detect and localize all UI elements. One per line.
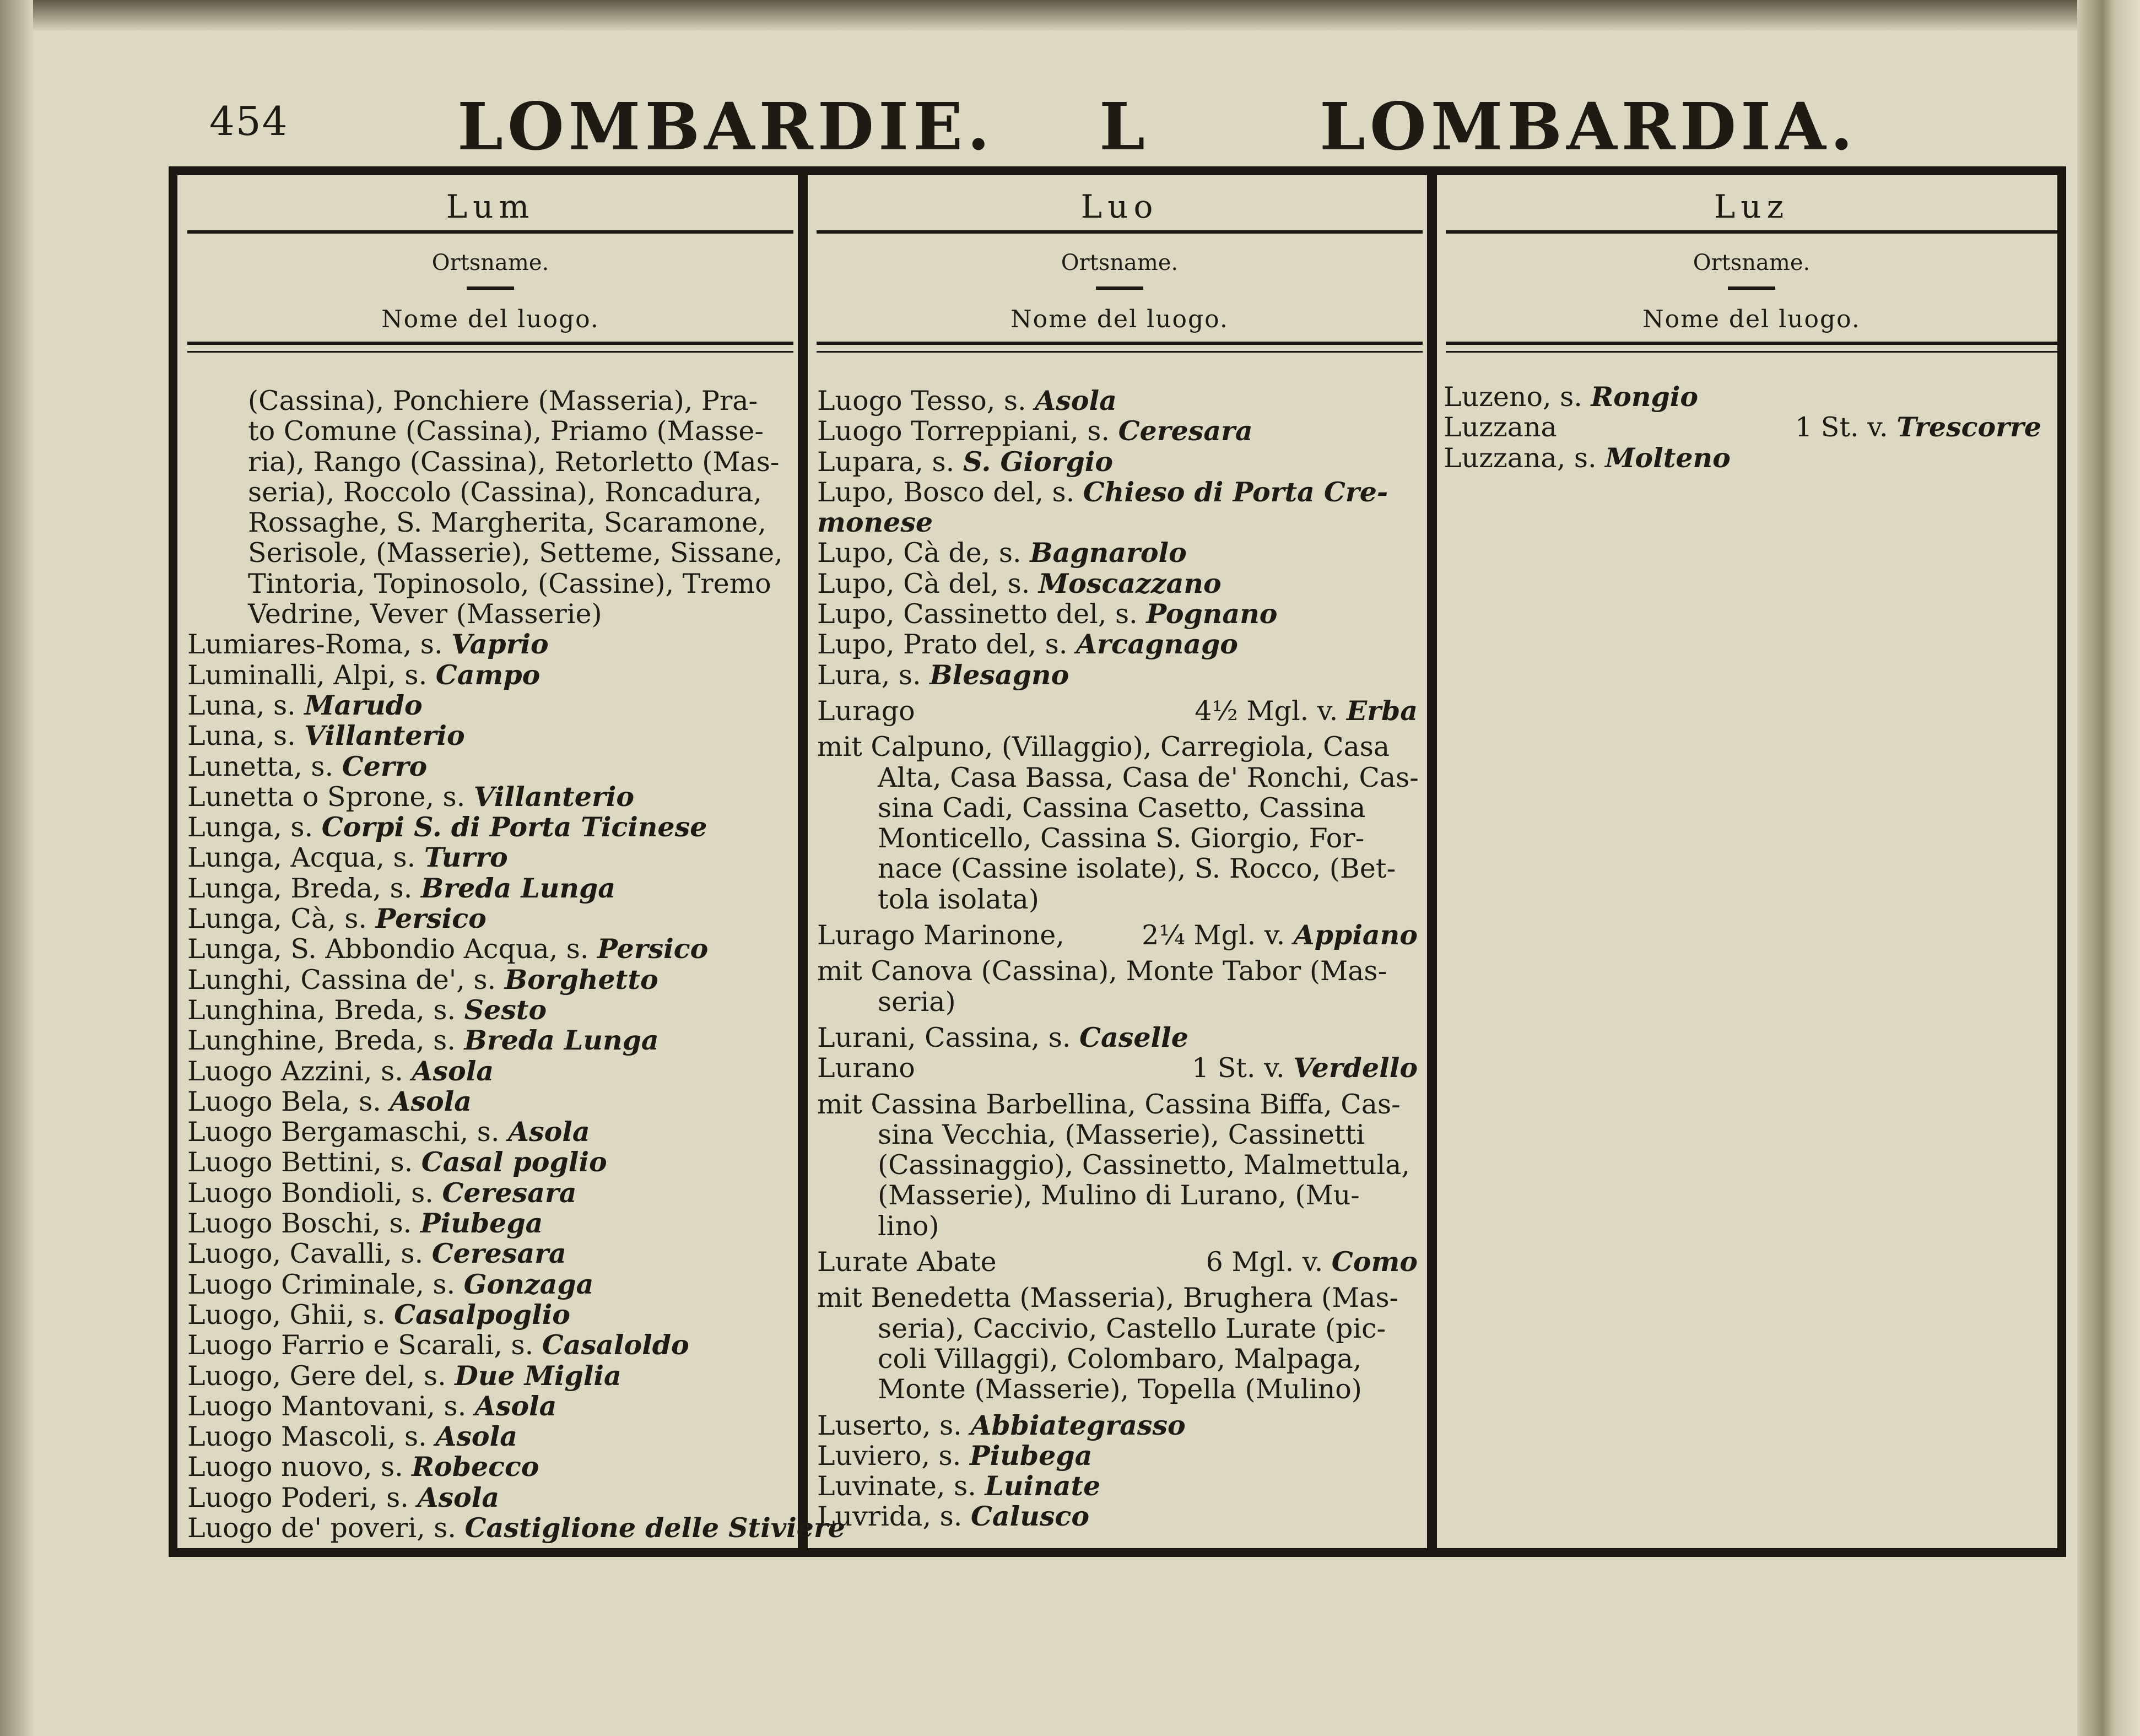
entry-parish: Marudo xyxy=(304,689,423,721)
entry-name: Luogo Bergamaschi, s. xyxy=(187,1116,508,1148)
gazetteer-entry xyxy=(817,447,1418,477)
gazetteer-entry xyxy=(817,1471,1418,1501)
gazetteer-entry xyxy=(817,884,1418,915)
entry-name: nace (Cassine isolate), S. Rocco, (Bet- xyxy=(878,853,1396,885)
entry-parish: Luinate xyxy=(985,1470,1101,1502)
entry-parish: Casalpoglio xyxy=(394,1298,570,1331)
entry-name: Luogo Boschi, s. xyxy=(187,1208,420,1240)
entry-name: seria), Caccivio, Castello Lurate (pic- xyxy=(878,1312,1386,1344)
entry-parish: Piubega xyxy=(969,1439,1093,1472)
gazetteer-entry xyxy=(817,386,1418,416)
entry-name: seria), Roccolo (Cassina), Roncadura, xyxy=(248,476,762,508)
gazetteer-entry xyxy=(187,751,788,782)
entry-name: Lunghina, Breda, s. xyxy=(187,994,464,1026)
gazetteer-entry xyxy=(817,416,1418,446)
gazetteer-entry xyxy=(817,1247,1418,1277)
entry-parish: Asola xyxy=(508,1116,590,1148)
entry-name: Luminalli, Alpi, s. xyxy=(187,659,436,691)
entry-name: Lunghi, Cassina de', s. xyxy=(187,964,505,996)
entry-parish: Campo xyxy=(435,658,541,691)
entry-parish: Ceresara xyxy=(431,1237,566,1270)
entry-parish: Asola xyxy=(412,1054,494,1087)
gazetteer-entry xyxy=(817,1053,1418,1083)
entry-parish: Blesagno xyxy=(930,658,1069,691)
gazetteer-entry xyxy=(817,1180,1418,1210)
gazetteer-entry xyxy=(817,1283,1418,1313)
gazetteer-entry xyxy=(187,1147,788,1177)
entry-name: Lupo, Prato del, s. xyxy=(817,629,1076,661)
entry-name: Lupo, Cà de, s. xyxy=(817,537,1030,569)
gazetteer-entry xyxy=(817,569,1418,599)
header-italian: LOMBARDIA. xyxy=(1320,88,1857,165)
entry-name: Luogo Poderi, s. xyxy=(187,1481,418,1513)
column-header-2 xyxy=(817,176,1423,345)
entry-distance: 4½ Mgl. v. Erba xyxy=(1195,694,1418,727)
gazetteer-entry xyxy=(187,629,788,659)
gazetteer-entry xyxy=(187,599,788,629)
header-letter: L xyxy=(1099,88,1149,165)
entry-name: Lurate Abate xyxy=(817,1246,997,1278)
gazetteer-entry xyxy=(817,1120,1418,1150)
gazetteer-entry xyxy=(187,507,788,538)
gazetteer-entry xyxy=(1444,443,2041,473)
column-title: Lum xyxy=(187,176,793,234)
gazetteer-entry xyxy=(187,690,788,721)
book-spine xyxy=(2077,0,2140,1736)
entries-column-1 xyxy=(187,385,845,1544)
entry-parish: Breda Lunga xyxy=(464,1024,659,1057)
entry-parish: Villanterio xyxy=(473,780,635,813)
page-left-edge xyxy=(0,0,33,1736)
gazetteer-entry xyxy=(187,1511,845,1544)
entry-parish: Cerro xyxy=(342,750,428,782)
gazetteer-entry xyxy=(187,934,788,964)
entry-parish: Moscazzano xyxy=(1038,567,1222,599)
entry-parish: Arcagnago xyxy=(1076,628,1238,661)
entry-parish: Castiglione delle Stiviere xyxy=(464,1511,845,1544)
ortsname-label: Ortsname. xyxy=(1693,250,1811,275)
entry-name: Vedrine, Vever (Masserie) xyxy=(248,598,602,630)
divider-dash xyxy=(1096,286,1143,290)
entry-name: Luogo, Cavalli, s. xyxy=(187,1238,432,1270)
gazetteer-entry xyxy=(817,732,1418,762)
gazetteer-entry xyxy=(817,1089,1418,1120)
column-title: Luz xyxy=(1446,176,2057,234)
gazetteer-entry xyxy=(187,812,788,842)
gazetteer-entry xyxy=(817,853,1418,884)
entry-parish: Vaprio xyxy=(451,628,549,661)
gazetteer-entry xyxy=(187,842,788,873)
entry-name: Luzeno, s. xyxy=(1444,381,1591,413)
entry-name: Luogo, Ghii, s. xyxy=(187,1299,395,1331)
entry-parish: Calusco xyxy=(970,1500,1089,1533)
gazetteer-entry xyxy=(187,1056,788,1086)
entry-name: Lurano xyxy=(817,1052,915,1084)
gazetteer-entry xyxy=(817,629,1418,659)
nome-label: Nome del luogo. xyxy=(1642,305,1861,333)
entry-parish: Gonzaga xyxy=(463,1268,594,1300)
entry-parish: Borghetto xyxy=(504,963,658,996)
gazetteer-entry xyxy=(187,1178,788,1208)
gazetteer-entry xyxy=(817,823,1418,853)
entry-name: lino) xyxy=(878,1210,939,1242)
entry-name: Lura, s. xyxy=(817,659,930,691)
entry-parish: Bagnarolo xyxy=(1030,537,1187,569)
entry-name: Lunetta, s. xyxy=(187,750,342,782)
rule-line xyxy=(1446,351,2057,353)
gazetteer-entry xyxy=(187,1239,788,1269)
entry-parish: Asola xyxy=(474,1389,557,1422)
entry-parish: Piubega xyxy=(420,1207,543,1240)
entry-parish: Casal poglio xyxy=(421,1146,607,1178)
gazetteer-entry xyxy=(187,1452,788,1482)
entry-name: Lumiares-Roma, s. xyxy=(187,629,452,661)
gazetteer-entry xyxy=(187,1086,788,1117)
entry-parish: Villanterio xyxy=(304,720,465,752)
entry-name: Luogo, Gere del, s. xyxy=(187,1360,455,1392)
entry-parish: Asola xyxy=(390,1085,472,1117)
entry-name: Luserto, s. xyxy=(817,1409,971,1441)
entry-name: Luogo Torreppiani, s. xyxy=(817,415,1118,447)
entry-name: Lupara, s. xyxy=(817,446,963,478)
entry-name: coli Villaggi), Colombaro, Malpaga, xyxy=(878,1343,1362,1375)
gazetteer-entry xyxy=(187,1269,788,1300)
entry-name: Tintoria, Topinosolo, (Cassine), Tremo xyxy=(248,567,771,599)
entries-column-2 xyxy=(817,386,1418,1532)
gazetteer-entry xyxy=(817,1441,1418,1471)
column-divider xyxy=(1427,175,1437,1548)
entry-name: Luogo Azzini, s. xyxy=(187,1055,412,1087)
entry-name: (Cassina), Ponchiere (Masseria), Pra- xyxy=(248,385,758,417)
entry-name: Luzzana xyxy=(1444,412,1557,444)
entry-distance: 1 St. v. Verdello xyxy=(1191,1052,1418,1084)
header-german: LOMBARDIE. xyxy=(457,88,995,165)
entry-name: Lurago xyxy=(817,695,915,727)
entry-name: Luvinate, s. xyxy=(817,1470,985,1502)
gazetteer-entry xyxy=(187,1391,788,1421)
column-subheader xyxy=(187,234,793,345)
entry-name: Luogo Mantovani, s. xyxy=(187,1390,475,1422)
entry-parish: S. Giorgio xyxy=(963,445,1114,478)
entry-parish: Molteno xyxy=(1605,441,1731,474)
entry-name: sina Cadi, Cassina Casetto, Cassina xyxy=(878,792,1366,824)
gazetteer-entry xyxy=(817,1410,1418,1441)
gazetteer-entry xyxy=(187,1208,788,1239)
gazetteer-entry xyxy=(187,538,788,568)
entry-name: Luvrida, s. xyxy=(817,1501,971,1533)
entry-name: Lunga, Cà, s. xyxy=(187,903,376,935)
gazetteer-entry xyxy=(817,599,1418,629)
gazetteer-entry xyxy=(187,386,788,416)
gazetteer-entry xyxy=(187,1117,788,1147)
entry-name: Lunetta o Sprone, s. xyxy=(187,781,474,813)
page-number: 454 xyxy=(209,98,289,144)
entry-parish: Persico xyxy=(597,933,709,965)
entry-parish: Due Miglia xyxy=(455,1359,622,1392)
entry-distance: 2¼ Mgl. v. Appiano xyxy=(1142,919,1418,951)
gazetteer-entry xyxy=(817,1023,1418,1053)
gazetteer-entry xyxy=(817,762,1418,793)
gazetteer-entry xyxy=(187,569,788,599)
gazetteer-entry xyxy=(817,660,1418,690)
entry-name: Lunga, S. Abbondio Acqua, s. xyxy=(187,933,598,965)
entry-parish: Rongio xyxy=(1591,381,1699,413)
rule-line xyxy=(187,351,793,353)
entry-name: sina Vecchia, (Masserie), Cassinetti xyxy=(878,1118,1365,1150)
gazetteer-entry xyxy=(817,1313,1418,1344)
entry-name: to Comune (Cassina), Priamo (Masse- xyxy=(248,415,764,447)
entry-name: Luogo Criminale, s. xyxy=(187,1268,464,1300)
entry-name: Lunghine, Breda, s. xyxy=(187,1025,464,1057)
ortsname-label: Ortsname. xyxy=(431,250,549,275)
entry-name: Luogo Bondioli, s. xyxy=(187,1177,442,1209)
gazetteer-entry xyxy=(817,696,1418,726)
entry-name: Luna, s. xyxy=(187,689,305,721)
gazetteer-entry xyxy=(1444,382,2041,412)
entry-parish: Robecco xyxy=(412,1451,539,1483)
entry-name: Luogo Bettini, s. xyxy=(187,1146,421,1178)
gazetteer-entry xyxy=(187,782,788,812)
entry-name: Alta, Casa Bassa, Casa de' Ronchi, Cas- xyxy=(878,761,1419,793)
entry-parish: Abbiategrasso xyxy=(970,1409,1186,1441)
gazetteer-entry xyxy=(817,477,1418,507)
entry-parish: monese xyxy=(817,506,933,539)
ortsname-label: Ortsname. xyxy=(1061,250,1179,275)
entry-name: Lupo, Cassinetto del, s. xyxy=(817,598,1147,630)
gazetteer-entry xyxy=(187,721,788,751)
column-subheader xyxy=(817,234,1423,345)
entry-name: Lunga, s. xyxy=(187,812,322,843)
entry-name: Lurani, Cassina, s. xyxy=(817,1021,1080,1053)
entry-parish: Casaloldo xyxy=(542,1329,689,1361)
entry-name: mit Calpuno, (Villaggio), Carregiola, Casa xyxy=(817,731,1390,763)
entry-name: Luogo nuovo, s. xyxy=(187,1451,412,1483)
entry-name: Luzzana, s. xyxy=(1444,442,1606,474)
gazetteer-entry xyxy=(817,793,1418,823)
entry-parish: Persico xyxy=(375,902,487,935)
entry-parish: Breda Lunga xyxy=(420,872,616,904)
entry-name: Luogo Bela, s. xyxy=(187,1085,390,1117)
entry-parish: Chieso di Porta Cre- xyxy=(1083,475,1388,508)
entry-name: (Masserie), Mulino di Lurano, (Mu- xyxy=(878,1180,1360,1212)
entry-name: Luogo Tesso, s. xyxy=(817,385,1035,417)
gazetteer-entry xyxy=(817,956,1418,986)
entry-name: ria), Rango (Cassina), Retorletto (Mas- xyxy=(248,446,780,478)
gazetteer-entry xyxy=(187,1421,788,1452)
entry-parish: Corpi S. di Porta Ticinese xyxy=(321,811,707,843)
gazetteer-entry xyxy=(187,1300,788,1330)
entry-parish: Caselle xyxy=(1079,1021,1188,1053)
entry-name: Rossaghe, S. Margherita, Scaramone, xyxy=(248,507,766,539)
entry-name: Luogo Farrio e Scarali, s. xyxy=(187,1329,542,1361)
column-header-3 xyxy=(1446,176,2057,345)
gazetteer-entry xyxy=(187,1483,788,1513)
gazetteer-entry xyxy=(817,507,1418,538)
gazetteer-entry xyxy=(817,1344,1418,1374)
column-title: Luo xyxy=(817,176,1423,234)
gazetteer-entry xyxy=(187,1361,788,1391)
entry-name: Luna, s. xyxy=(187,720,305,752)
entry-name: Monte (Masserie), Topella (Mulino) xyxy=(878,1373,1362,1405)
entry-name: mit Cassina Barbellina, Cassina Biffa, Cas- xyxy=(817,1088,1401,1120)
gazetteer-entry xyxy=(817,538,1418,568)
entry-name: Lupo, Bosco del, s. xyxy=(817,476,1083,508)
gazetteer-entry xyxy=(187,1330,788,1360)
divider-dash xyxy=(467,286,514,290)
entry-name: Luogo Mascoli, s. xyxy=(187,1421,436,1453)
column-subheader xyxy=(1446,234,2057,345)
entry-name: (Cassinaggio), Cassinetto, Malmettula, xyxy=(878,1149,1410,1181)
entry-parish: Ceresara xyxy=(442,1176,577,1209)
gazetteer-entry xyxy=(817,1211,1418,1241)
gazetteer-entry xyxy=(187,477,788,507)
entry-parish: Pognano xyxy=(1146,598,1278,630)
entry-name: tola isolata) xyxy=(878,883,1039,915)
entry-parish: Asola xyxy=(435,1420,517,1453)
gazetteer-entry xyxy=(187,416,788,446)
entry-name: Serisole, (Masserie), Setteme, Sissane, xyxy=(248,537,783,569)
entry-name: Lurago Marinone, xyxy=(817,920,1064,951)
gazetteer-entry xyxy=(817,1150,1418,1180)
entry-parish: Ceresara xyxy=(1118,415,1253,447)
page-top-edge xyxy=(0,0,2140,30)
entry-name: Monticello, Cassina S. Giorgio, For- xyxy=(878,823,1365,855)
entry-distance: 1 St. v. Trescorre xyxy=(1795,411,2041,444)
entry-name: Lupo, Cà del, s. xyxy=(817,567,1039,599)
gazetteer-entry xyxy=(817,1374,1418,1404)
gazetteer-entry xyxy=(817,987,1418,1017)
nome-label: Nome del luogo. xyxy=(381,305,599,333)
entry-name: mit Benedetta (Masseria), Brughera (Mas- xyxy=(817,1282,1399,1314)
gazetteer-entry xyxy=(817,920,1418,950)
gazetteer-entry xyxy=(187,447,788,477)
gazetteer-entry xyxy=(187,660,788,690)
entry-name: Lunga, Breda, s. xyxy=(187,872,421,904)
column-header-1 xyxy=(187,176,793,345)
entry-parish: Asola xyxy=(417,1481,500,1513)
gazetteer-entry xyxy=(187,873,788,904)
entry-name: seria) xyxy=(878,986,956,1018)
entry-name: mit Canova (Cassina), Monte Tabor (Mas- xyxy=(817,955,1387,987)
entry-distance: 6 Mgl. v. Como xyxy=(1206,1246,1418,1278)
rule-line xyxy=(817,351,1423,353)
entries-column-3 xyxy=(1444,382,2041,473)
gazetteer-entry xyxy=(187,965,788,995)
divider-dash xyxy=(1728,286,1775,290)
entry-name: Lunga, Acqua, s. xyxy=(187,842,424,874)
entry-parish: Sesto xyxy=(464,993,547,1026)
nome-label: Nome del luogo. xyxy=(1010,305,1229,333)
gazetteer-entry xyxy=(1444,412,2041,442)
column-divider xyxy=(798,175,808,1548)
gazetteer-entry xyxy=(817,1501,1418,1532)
entry-name: Luogo de' poveri, s. xyxy=(187,1512,465,1544)
gazetteer-entry xyxy=(187,1025,788,1056)
entry-name: Luviero, s. xyxy=(817,1440,970,1472)
gazetteer-entry xyxy=(187,904,788,934)
gazetteer-entry xyxy=(187,995,788,1025)
entry-parish: Asola xyxy=(1035,385,1117,417)
entry-parish: Turro xyxy=(424,841,508,874)
